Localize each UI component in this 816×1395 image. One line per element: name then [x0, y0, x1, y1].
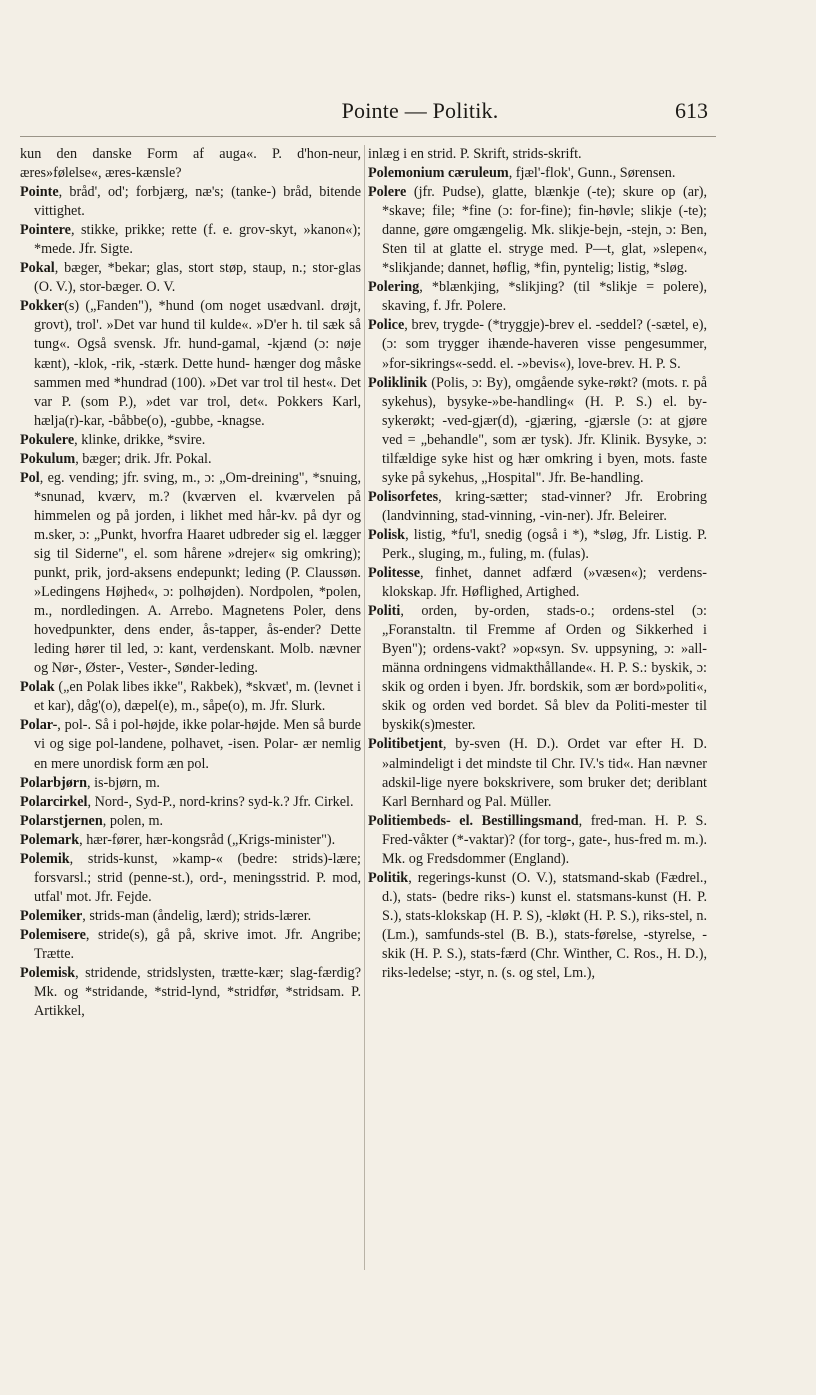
dictionary-entry: Polak („en Polak libes ikke", Rakbek), *skvæt', m. (levnet i et kar), dåg'(o), dæpel(e), m., såpe(o), m. Jfr. Slurk.	[20, 679, 361, 715]
dictionary-entry: Polemisere, stride(s), gå på, skrive imot. Jfr. Angribe; Trætte.	[20, 926, 361, 962]
headword: Polemark	[20, 831, 80, 848]
headword: Polemonium cæruleum	[368, 165, 509, 182]
headword: Pokulere	[20, 431, 75, 448]
running-head: Pointe — Politik.	[341, 98, 499, 123]
dictionary-entry: Polarcirkel, Nord-, Syd-P., nord-krins? syd-k.? Jfr. Cirkel.	[20, 793, 354, 810]
headword: Polarbjørn	[20, 774, 87, 791]
headword: Polarcirkel	[20, 793, 88, 810]
headword: Politi	[368, 603, 401, 620]
headword: Polemiker	[20, 907, 83, 924]
dictionary-entry: Polarbjørn, is-bjørn, m.	[20, 774, 160, 791]
headword: Polering	[368, 279, 420, 296]
headword: Politesse	[368, 565, 421, 582]
left-column	[20, 145, 361, 1021]
headword: Polar-	[20, 717, 58, 734]
dictionary-entry: Pol, eg. vending; jfr. sving, m., ɔ: „Om-dreining", *snuing, *snunad, kværv, m.? (kværven el. kværvelen på himmelen og på jorden, i likhet med hår-kv. på dyr og m.sker, ɔ: „Punkt, hvorfra Haaret udbreder sig el. lægger sig til Siderne", el. som hårene »drejer« sig omkring); punkt, prik, jord-aksens endepunkt; leding (P. Claussøn. »Ledingens Højhed«, ɔ: polhøjden). Nordpolen, *polen, m., nordledingen. A. Arrebo. Magnetens Poler, dens hovedpunkter, dens ender, ås-tapper, ås-ender? Dette leding hører til led, ɔ: kant, verdenskant. Molb. nævner og Nør-, Øster-, Vester-, Sønder-leding.	[20, 469, 361, 677]
dictionary-entry: Polisorfetes, kring-sætter; stad-vinner? Jfr. Erobring (landvinning, stad-vinning, -vin-ner). Jfr. Beleirer.	[368, 488, 707, 524]
dictionary-entry: Polemark, hær-fører, hær-kongsråd („Krigs-minister").	[20, 831, 336, 848]
headword: Polisorfetes	[368, 488, 439, 505]
dictionary-entry: Pokal, bæger, *bekar; glas, stort støp, staup, n.; stor-glas (O. V.), stor-bæger. O. V.	[20, 260, 361, 296]
dictionary-entry: Pointere, stikke, prikke; rette (f. e. grov-skyt, »kanon«); *mede. Jfr. Sigte.	[20, 222, 361, 258]
headword: Pokulum	[20, 450, 76, 467]
right-column	[368, 145, 707, 983]
headword: Pokker	[20, 298, 65, 315]
headword: Pointe	[20, 184, 59, 201]
dictionary-entry: Polemiker, strids-man (åndelig, lærd); strids-lærer.	[20, 907, 312, 924]
headword: Pointere	[20, 222, 71, 239]
headword: Polemisere	[20, 926, 86, 943]
headword: Polemik	[20, 850, 70, 867]
dictionary-entry: Politibetjent, by-sven (H. D.). Ordet var efter H. D. »almindeligt i det mindste til Chr. IV.'s tid«. Han nævner adskil-lige nyere bokskrivere, som bruker det; deriblant Karl Bernhard og Pal. Müller.	[368, 736, 707, 810]
dictionary-entry: Poliklinik (Polis, ɔ: By), omgående syke-røkt? (mots. r. på sykehus), bysyke-»be-handling« (H. P. S.) el. by-sykerøkt; -ved-gjær(d), -gjæring, -gjærsle (ɔ: at gjøre ved = „behandle", som ær tysk). Jfr. Klinik. Bysyke, ɔ: tilfældige syke hist og hær omkring i byen, mots. faste syke på sykehus, „Hospital". Jfr. Be-handling.	[368, 374, 708, 486]
dictionary-entry: inlæg i en strid. P. Skrift, strids-skrift.	[368, 146, 582, 162]
dictionary-entry: Polemonium cæruleum, fjæl'-flok', Gunn., Sørensen.	[368, 165, 676, 182]
headword: Pol	[20, 469, 40, 486]
headword: Polere	[368, 184, 414, 201]
dictionary-entry: Police, brev, trygde- (*tryggje)-brev el. -seddel? (-sætel, e), (ɔ: som trygger ihænde-haveren visse pengesummer, »for-sikrings«-sedd. el. -»bevis«), love-brev. H. P. S.	[368, 317, 707, 372]
column-divider	[364, 145, 365, 1270]
dictionary-entry: Pokker(s) („Fanden"), *hund (om noget usædvanl. drøjt, grovt), trol'. »Det var hund til kulde«. »D'er h. til sæk så tung«. Også svensk. Jfr. hund-gamal, -kjænd (ɔ: nøje kænt), -klok, -rik, -stærk. Dette hund- hænger dog måske sammen med *hundrad (100). »Det var trol til hest«. Det var P. (som P.), »det var trol, det«. Pokkers Karl, hælja(r)-kar, -båbbe(o), -gubbe, -knagse.	[20, 298, 361, 429]
headword: Polarstjernen	[20, 812, 103, 829]
dictionary-entry: Polere (jfr. Pudse), glatte, blænkje (-te); skure op (ar), *skave; file; *fine (ɔ: for-fine); fin-høvle; slikje (-te); danne, gøre omgængelig. Mk. slikje-bejn, -stejn, ɔ: Ben, Sten til at glatte el. stryge med. P—t, glat, »slepen«, *slikjande; dannet, høflig, *fin, pyntelig; listig, *sløg.	[368, 184, 707, 277]
dictionary-entry: Politik, regerings-kunst (O. V.), statsmand-skab (Fædrel., d.), stats- (bedre riks-) kunst el. statsmans-kunst (H. P. S.), stats-klokskap (H. P. S), -kløkt (H. P. S.), riks-stel, n. (Lm.), samfunds-stel (B. B.), stats-førelse, -styrelse, -skik (H. P. S.), stats-færd (Chr. Winther, C. Ros., H. D.), riks-ledelse; -styr, n. (s. og stel, Lm.),	[368, 869, 707, 982]
dictionary-entry: Politesse, finhet, dannet adfærd (»væsen«); verdens-klokskap. Jfr. Høflighed, Artighed.	[368, 565, 707, 601]
page-number: 613	[675, 98, 708, 123]
headword: Poliklinik	[368, 374, 432, 391]
dictionary-entry: Polemisk, stridende, stridslysten, trætte-kær; slag-færdig? Mk. og *stridande, *strid-lynd, *stridfør, *stridsam. P. Artikkel,	[20, 965, 361, 1020]
dictionary-entry: Politiembeds- el. Bestillingsmand, fred-man. H. P. S. Fred-våkter (*-vaktar)? (for torg-, gate-, hus-fred m. m.). Mk. og Fredsdommer (England).	[368, 812, 707, 867]
page-header	[0, 94, 816, 128]
dictionary-entry: Pokulere, klinke, drikke, *svire.	[20, 431, 206, 448]
dictionary-entry: Polemik, strids-kunst, »kamp-« (bedre: strids)-lære; forsvarsl.; strid (penne-st.), ord-, meningsstrid. P. mod, utfal' mot. Jfr. Fejde.	[20, 850, 361, 905]
dictionary-entry: Politi, orden, by-orden, stads-o.; ordens-stel (ɔ: „Foranstaltn. til Fremme af Orden og Sikkerhed i Byen"); ordens-vakt? »op«syn. Sv. uppsyning, ɔ: »all-männa ordningens vidmakthållande«. H. P. S.: byskik, ɔ: skik og orden i byen. Jfr. bordskik, som ær bord»politi«, skik og orden ved bordet. Så blev da Politi-mester til byskik(s)mester.	[368, 603, 707, 734]
headword: Polak	[20, 679, 59, 696]
headword: Polisk	[368, 526, 406, 543]
headword: Pokal	[20, 260, 55, 277]
headword: Politik	[368, 869, 409, 886]
dictionary-entry: Polarstjernen, polen, m.	[20, 812, 164, 829]
dictionary-entry: Polering, *blænkjing, *slikjing? (til *slikje = polere), skaving, f. Jfr. Polere.	[368, 279, 707, 315]
dictionary-entry: Pointe, bråd', od'; forbjærg, næ's; (tanke-) bråd, bitende vittighet.	[20, 184, 361, 220]
dictionary-entry: Pokulum, bæger; drik. Jfr. Pokal.	[20, 450, 212, 467]
dictionary-entry: Polisk, listig, *fu'l, snedig (også i *), *sløg, Jfr. Listig. P. Perk., sluging, m., fuling, m. (fulas).	[368, 526, 707, 562]
header-rule	[20, 136, 716, 137]
headword: Polemisk	[20, 965, 76, 982]
dictionary-entry: Polar-, pol-. Så i pol-højde, ikke polar-højde. Men så burde vi og sige pol-landene, polhavet, -isen. Polar- ær nemlig en mere unordisk form æn pol.	[20, 717, 361, 772]
headword: Politiembeds- el. Bestillingsmand	[368, 812, 579, 829]
headword: Politibetjent	[368, 736, 443, 753]
headword: Police	[368, 317, 405, 334]
dictionary-entry: kun den danske Form af auga«. P. d'hon-neur, æres»følelse«, æres-kænsle?	[20, 146, 361, 182]
